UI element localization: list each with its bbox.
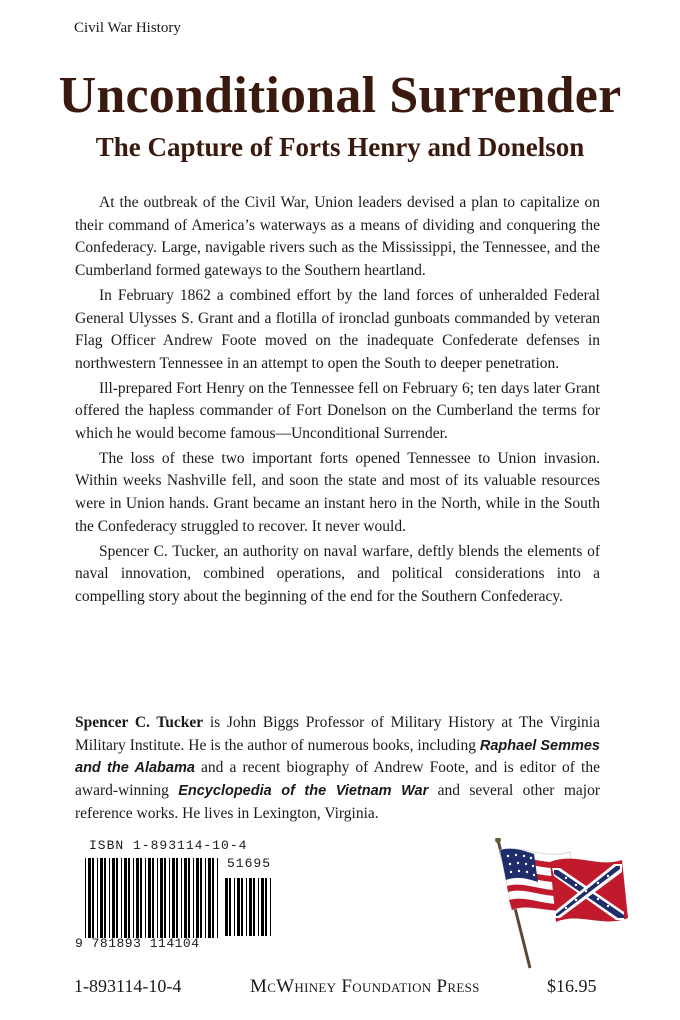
barcode-bars	[85, 858, 220, 938]
author-bio	[75, 712, 600, 826]
book-title-encyclopedia: Encyclopedia of the Vietnam War	[178, 783, 429, 800]
bio-text: and several other major reference works. He lives in Lexington, Virginia.	[75, 782, 600, 822]
paragraph: In February 1862 a combined effort by the land forces of unheralded Federal General Ulysses S. Grant and a flotilla of ironclad gunboats commanded by veteran Flag Officer Andrew Foote moved on the inadequate Confederate defenses in northwestern Tennessee in an attempt to open the South to deeper penetration.	[75, 286, 600, 372]
price: $16.95	[547, 976, 597, 996]
paragraph: Ill-prepared Fort Henry on the Tennessee fell on February 6; ten days later Grant offered the hapless commander of Fort Donelson on the Cumberland the terms for which he would become famous—Unconditional Surrender.	[75, 379, 600, 443]
author-name: Spencer C. Tucker	[75, 714, 204, 731]
flag-illustration	[490, 838, 630, 970]
barcode-digits: 9 781893 114104	[75, 936, 200, 951]
publisher-name: McWhiney Foundation Press	[250, 976, 480, 997]
paragraph: The loss of these two important forts opened Tennessee to Union invasion. Within weeks Nashville fell, and soon the state and most of its valuable resources were in Union hands. Grant became an instant hero in the North, while in the South the Confederacy struggled to recover. It never would.	[75, 449, 600, 535]
book-title-semmes: Raphael Semmes and the Alabama	[75, 737, 600, 777]
book-title: Unconditional Surrender	[58, 67, 622, 124]
paragraph: At the outbreak of the Civil War, Union leaders devised a plan to capitalize on their command of America’s waterways as a means of dividing and conquering the Confederacy. Large, navigable rivers such as the Mississippi, the Tennessee, and the Cumberland formed gateways to the Southern heartland.	[75, 194, 600, 280]
footer-isbn: 1-893114-10-4	[74, 976, 182, 996]
barcode-addon-bars	[225, 878, 273, 936]
barcode-isbn-label: ISBN 1-893114-10-4	[89, 838, 248, 853]
bio-text: is John Biggs Professor of Military History at The Virginia Military Institute. He is the author of numerous books, including	[75, 714, 600, 754]
description	[75, 192, 600, 611]
bio-text: and a recent biography of Andrew Foote, and is editor of the award-winning	[75, 759, 600, 800]
barcode-price-code: 51695	[227, 856, 272, 871]
barcode	[75, 838, 275, 956]
paragraph: Spencer C. Tucker, an authority on naval warfare, deftly blends the elements of naval innovation, combined operations, and political considerations into a compelling story about the beginning of the end for the Southern Confederacy.	[75, 542, 600, 605]
book-subtitle: The Capture of Forts Henry and Donelson	[95, 132, 585, 162]
series-label: Civil War History	[74, 20, 181, 36]
